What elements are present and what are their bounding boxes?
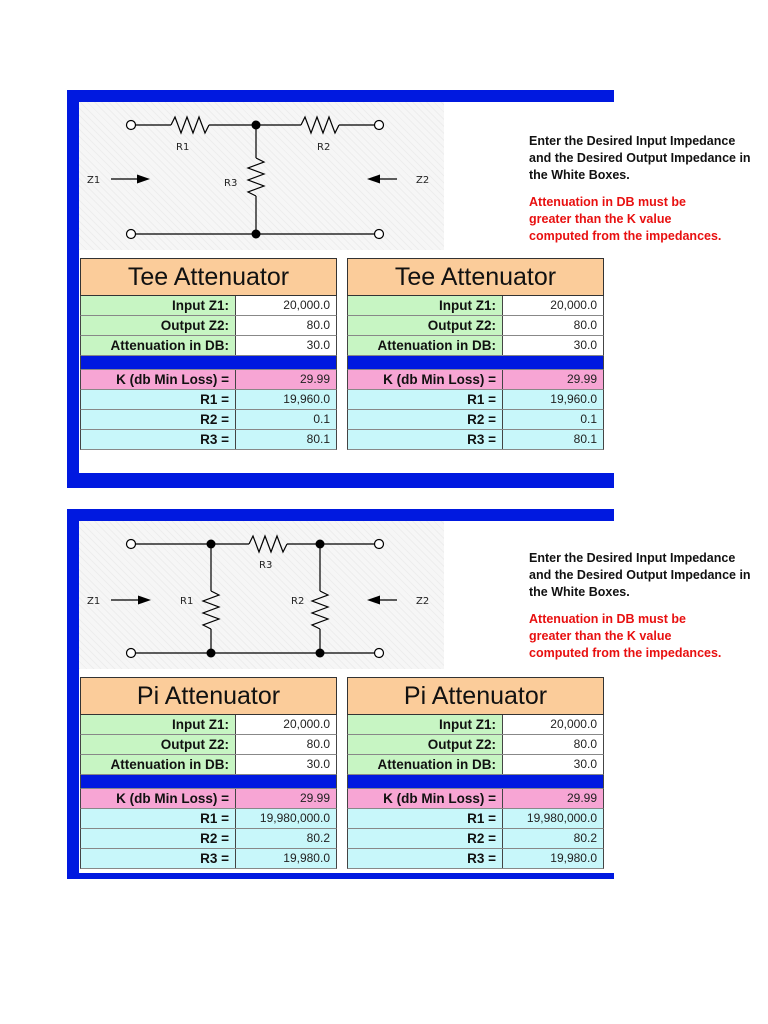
attenuation-row bbox=[80, 336, 337, 356]
attenuation-row bbox=[347, 755, 604, 775]
tee-sheet bbox=[79, 102, 751, 473]
calc-title: Pi Attenuator bbox=[80, 677, 337, 715]
pi-instructions bbox=[529, 550, 751, 662]
r3-row bbox=[347, 430, 604, 450]
r3-value: 19,980.0 bbox=[236, 849, 336, 868]
output-z2-label: Output Z2: bbox=[81, 316, 236, 335]
r2-row bbox=[80, 410, 337, 430]
pi-instr-line2: and the Desired Output Impedance in bbox=[529, 568, 751, 582]
r1-row bbox=[80, 390, 337, 410]
k-row bbox=[347, 370, 604, 390]
pi-attenuator-panel bbox=[67, 509, 751, 879]
input-z1-label: Input Z1: bbox=[81, 296, 236, 315]
k-label: K (db Min Loss) = bbox=[81, 370, 236, 389]
r1-value: 19,960.0 bbox=[236, 390, 336, 409]
tee-z2-label: Z2 bbox=[416, 175, 430, 186]
output-z2-row bbox=[347, 316, 604, 336]
attenuation-label: Attenuation in DB: bbox=[348, 755, 503, 774]
tee-z1-label: Z1 bbox=[87, 175, 101, 186]
attenuation-label: Attenuation in DB: bbox=[348, 336, 503, 355]
r2-row bbox=[347, 410, 604, 430]
r3-label: R3 = bbox=[348, 849, 503, 868]
tee-instructions bbox=[529, 133, 751, 245]
r3-row bbox=[80, 430, 337, 450]
r3-label: R3 = bbox=[348, 430, 503, 449]
r1-row bbox=[347, 390, 604, 410]
pi-instr-line1: Enter the Desired Input Impedance bbox=[529, 551, 736, 565]
tee-warn-line3: computed from the impedances. bbox=[529, 229, 722, 243]
tee-calculator-1 bbox=[80, 258, 337, 450]
input-z1-row bbox=[80, 296, 337, 316]
output-z2-label: Output Z2: bbox=[348, 316, 503, 335]
k-row bbox=[80, 789, 337, 809]
attenuation-field[interactable]: 30.0 bbox=[236, 755, 336, 774]
input-z1-label: Input Z1: bbox=[81, 715, 236, 734]
pi-calculator-2 bbox=[347, 677, 604, 869]
pi-z2-label: Z2 bbox=[416, 596, 430, 607]
attenuation-row bbox=[347, 336, 604, 356]
k-value: 29.99 bbox=[503, 370, 603, 389]
r3-label: R3 = bbox=[81, 430, 236, 449]
tee-r1-label: R1 bbox=[176, 142, 190, 153]
pi-warn-line3: computed from the impedances. bbox=[529, 646, 722, 660]
r1-row bbox=[347, 809, 604, 829]
output-z2-field[interactable]: 80.0 bbox=[503, 316, 603, 335]
attenuation-label: Attenuation in DB: bbox=[81, 336, 236, 355]
input-z1-row bbox=[347, 715, 604, 735]
separator-row bbox=[80, 775, 337, 789]
attenuation-label: Attenuation in DB: bbox=[81, 755, 236, 774]
calc-title: Tee Attenuator bbox=[347, 258, 604, 296]
pi-calculator-1 bbox=[80, 677, 337, 869]
tee-instr-line2: and the Desired Output Impedance in bbox=[529, 151, 751, 165]
r1-value: 19,980,000.0 bbox=[503, 809, 603, 828]
tee-instr-line1: Enter the Desired Input Impedance bbox=[529, 134, 736, 148]
pi-schematic bbox=[79, 521, 444, 669]
output-z2-row bbox=[80, 316, 337, 336]
input-z1-field[interactable]: 20,000.0 bbox=[236, 296, 336, 315]
pi-instr-line3: the White Boxes. bbox=[529, 585, 630, 599]
input-z1-row bbox=[80, 715, 337, 735]
separator-row bbox=[347, 775, 604, 789]
input-z1-field[interactable]: 20,000.0 bbox=[503, 715, 603, 734]
pi-circuit-diagram bbox=[79, 521, 444, 669]
attenuation-field[interactable]: 30.0 bbox=[503, 336, 603, 355]
r1-value: 19,980,000.0 bbox=[236, 809, 336, 828]
r2-value: 80.2 bbox=[503, 829, 603, 848]
r2-label: R2 = bbox=[81, 829, 236, 848]
separator-row bbox=[80, 356, 337, 370]
tee-calculator-2 bbox=[347, 258, 604, 450]
calc-title: Tee Attenuator bbox=[80, 258, 337, 296]
r3-row bbox=[80, 849, 337, 869]
r2-label: R2 = bbox=[81, 410, 236, 429]
k-value: 29.99 bbox=[236, 789, 336, 808]
tee-warn-line2: greater than the K value bbox=[529, 212, 672, 226]
output-z2-row bbox=[80, 735, 337, 755]
k-value: 29.99 bbox=[503, 789, 603, 808]
pi-warn-line2: greater than the K value bbox=[529, 629, 672, 643]
tee-attenuator-panel bbox=[67, 90, 751, 488]
pi-sheet bbox=[79, 521, 751, 873]
r3-value: 80.1 bbox=[503, 430, 603, 449]
r2-value: 80.2 bbox=[236, 829, 336, 848]
output-z2-field[interactable]: 80.0 bbox=[503, 735, 603, 754]
r3-row bbox=[347, 849, 604, 869]
pi-z1-label: Z1 bbox=[87, 596, 101, 607]
r2-label: R2 = bbox=[348, 410, 503, 429]
r2-value: 0.1 bbox=[503, 410, 603, 429]
output-z2-field[interactable]: 80.0 bbox=[236, 735, 336, 754]
tee-warn-line1: Attenuation in DB must be bbox=[529, 195, 686, 209]
k-value: 29.99 bbox=[236, 370, 336, 389]
k-row bbox=[80, 370, 337, 390]
tee-r3-label: R3 bbox=[224, 178, 238, 189]
input-z1-row bbox=[347, 296, 604, 316]
r2-row bbox=[347, 829, 604, 849]
r1-label: R1 = bbox=[348, 390, 503, 409]
k-label: K (db Min Loss) = bbox=[81, 789, 236, 808]
r1-value: 19,960.0 bbox=[503, 390, 603, 409]
output-z2-label: Output Z2: bbox=[348, 735, 503, 754]
separator-row bbox=[347, 356, 604, 370]
attenuation-row bbox=[80, 755, 337, 775]
r3-label: R3 = bbox=[81, 849, 236, 868]
r3-value: 19,980.0 bbox=[503, 849, 603, 868]
pi-r1-label: R1 bbox=[180, 596, 194, 607]
pi-warning bbox=[529, 611, 722, 662]
output-z2-field[interactable]: 80.0 bbox=[236, 316, 336, 335]
r1-label: R1 = bbox=[81, 390, 236, 409]
tee-instr-line3: the White Boxes. bbox=[529, 168, 630, 182]
input-z1-field[interactable]: 20,000.0 bbox=[503, 296, 603, 315]
input-z1-field[interactable]: 20,000.0 bbox=[236, 715, 336, 734]
calc-title: Pi Attenuator bbox=[347, 677, 604, 715]
attenuation-field[interactable]: 30.0 bbox=[503, 755, 603, 774]
r1-label: R1 = bbox=[81, 809, 236, 828]
attenuation-field[interactable]: 30.0 bbox=[236, 336, 336, 355]
tee-r2-label: R2 bbox=[317, 142, 331, 153]
tee-schematic bbox=[79, 102, 444, 250]
r2-row bbox=[80, 829, 337, 849]
tee-warning bbox=[529, 194, 722, 245]
r3-value: 80.1 bbox=[236, 430, 336, 449]
pi-r3-label: R3 bbox=[259, 560, 273, 571]
tee-circuit-diagram bbox=[79, 102, 444, 250]
pi-warn-line1: Attenuation in DB must be bbox=[529, 612, 686, 626]
pi-r2-label: R2 bbox=[291, 596, 305, 607]
r2-value: 0.1 bbox=[236, 410, 336, 429]
r1-row bbox=[80, 809, 337, 829]
input-z1-label: Input Z1: bbox=[348, 296, 503, 315]
r1-label: R1 = bbox=[348, 809, 503, 828]
k-row bbox=[347, 789, 604, 809]
input-z1-label: Input Z1: bbox=[348, 715, 503, 734]
output-z2-label: Output Z2: bbox=[81, 735, 236, 754]
k-label: K (db Min Loss) = bbox=[348, 370, 503, 389]
output-z2-row bbox=[347, 735, 604, 755]
k-label: K (db Min Loss) = bbox=[348, 789, 503, 808]
r2-label: R2 = bbox=[348, 829, 503, 848]
